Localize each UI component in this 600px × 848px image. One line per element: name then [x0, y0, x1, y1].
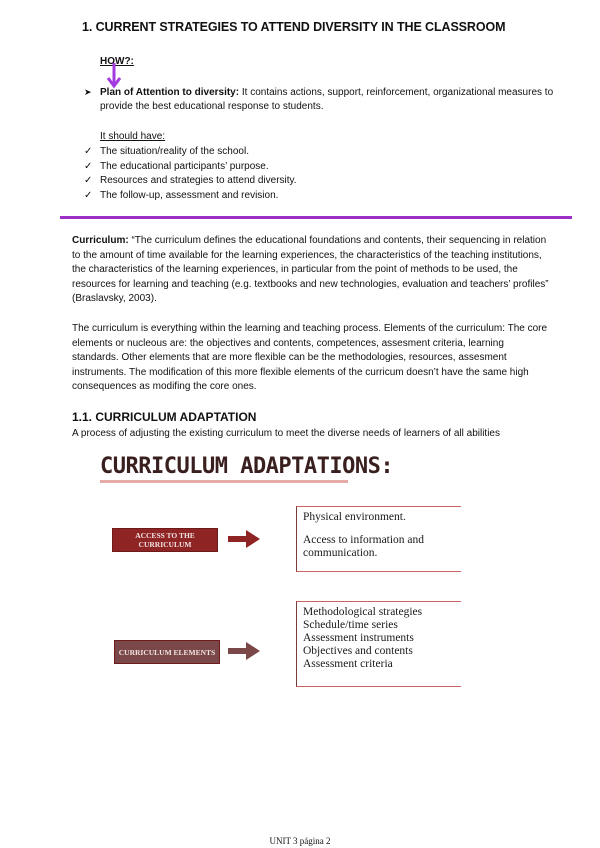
figure-title: CURRICULUM ADAPTATIONS:: [100, 454, 394, 479]
subsection-heading: 1.1. CURRICULUM ADAPTATION: [72, 410, 257, 424]
should-have-label: It should have:: [100, 131, 166, 142]
access-badge: ACCESS TO THE CURRICULUM: [112, 528, 218, 552]
section-heading: 1. CURRENT STRATEGIES TO ATTEND DIVERSITY IN THE CLASSROOM: [82, 20, 506, 34]
how-label: HOW?:: [100, 56, 134, 67]
arrow-bullet-icon: ➤: [84, 87, 92, 97]
box-line: Access to information and communication.: [303, 534, 425, 559]
list-item: Assessment instruments: [303, 632, 414, 644]
plan-title: Plan of Attention to diversity:: [100, 87, 240, 98]
arrow-right-icon: [228, 530, 260, 548]
access-box: [296, 506, 461, 572]
check-icon: ✓: [84, 160, 93, 172]
box-line: Physical environment.: [303, 511, 406, 523]
list-item: Objectives and contents: [303, 645, 413, 657]
elements-badge: CURRICULUM ELEMENTS: [114, 640, 220, 664]
plan-paragraph: [84, 86, 554, 113]
plan-text: It contains actions, support, reinforcement, organizational measures to provide the best educational response to students.: [100, 87, 554, 112]
list-item: ✓ The follow-up, assessment and revision.: [84, 189, 297, 204]
figure-title-underline: [100, 480, 348, 483]
list-item: Methodological strategies: [303, 606, 423, 618]
curriculum-term: Curriculum:: [72, 235, 129, 246]
check-icon: ✓: [84, 175, 93, 186]
list-item: Schedule/time series: [303, 619, 398, 631]
list-item: Assessment criteria: [303, 658, 393, 670]
elements-box: [296, 601, 461, 687]
curriculum-elements-paragraph: The curriculum is everything within the learning and teaching process. Elements of the curriculum: The core elements or nucleous are: the objectives and contents, competences, assesment criteria, learning standards. Other elements that are more flexible can be the methodologies, resources, assesment instruments. The modification of this more flexible elements of the curricum doesn’t have the same high consequences as modifing the core ones.: [72, 323, 548, 392]
check-icon: ✓: [84, 189, 93, 201]
divider: [60, 216, 572, 219]
list-item: ✓ The situation/reality of the school.: [84, 145, 297, 160]
curriculum-definition: Curriculum: “The curriculum defines the educational foundations and contents, their sequencing in relation to the amount of time available for the learning experiences, the characteristics of the teaching institutions, the characteristics of the learning experiences, in particular from the point of methods to be used, the resources for learning and teaching (e.g. textbooks and new technologies, evaluation and teachers’ profiles” (Braslavsky, 2003).: [72, 235, 549, 304]
check-icon: ✓: [84, 146, 93, 157]
checklist: [84, 145, 297, 203]
list-item: ✓ The educational participants’ purpose.: [84, 160, 297, 175]
arrow-right-icon: [228, 642, 260, 660]
page-footer: UNIT 3 página 2: [269, 836, 331, 846]
subsection-description: A process of adjusting the existing curriculum to meet the diverse needs of learners of all abilities: [72, 428, 500, 439]
list-item: ✓ Resources and strategies to attend diversity.: [84, 174, 297, 189]
